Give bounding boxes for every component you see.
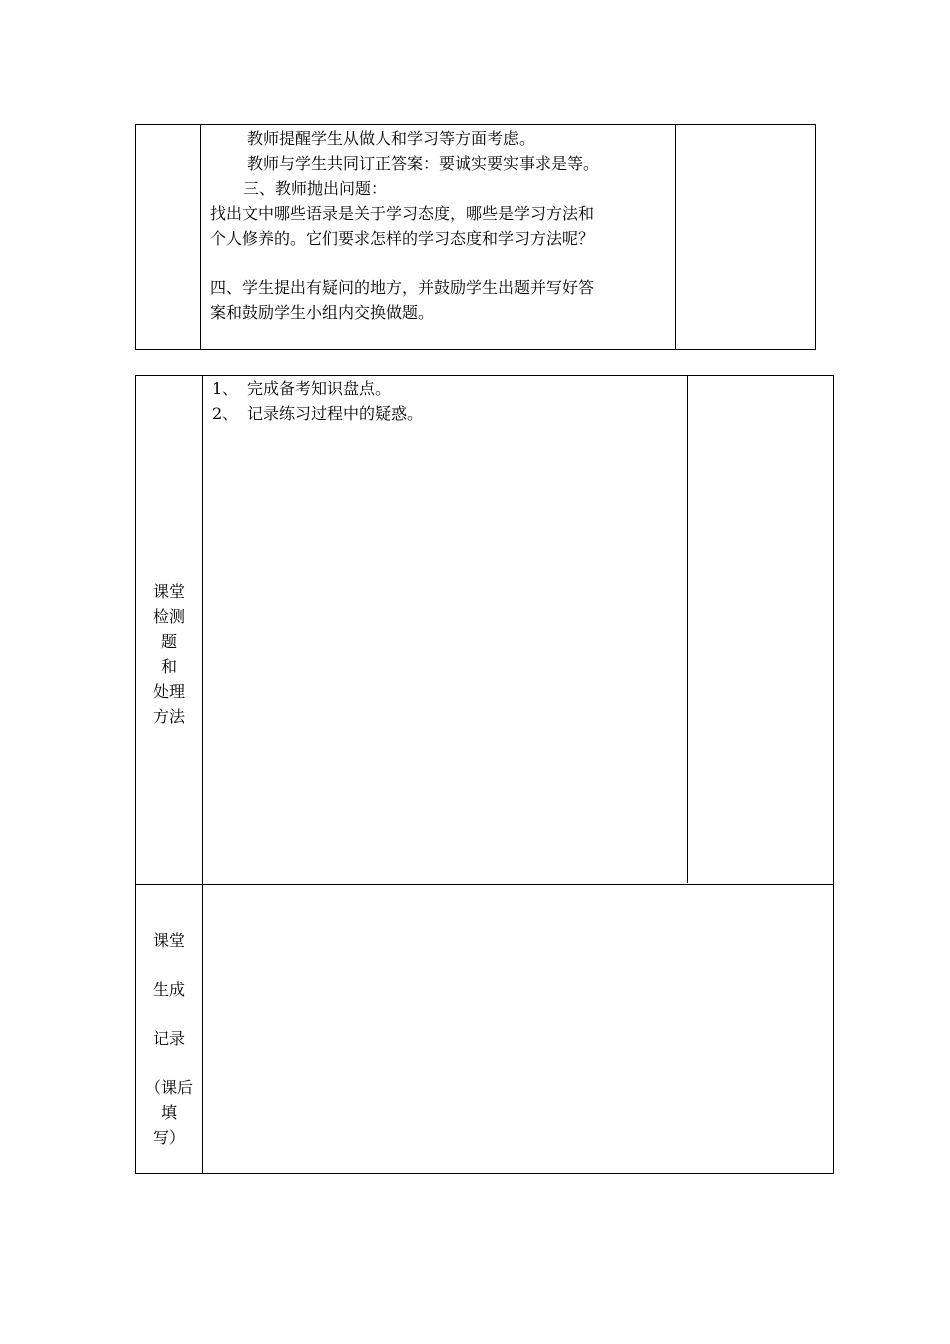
- label-line: 记录: [152, 1029, 185, 1048]
- column-divider: [687, 376, 688, 883]
- label-line: 写）: [152, 1128, 185, 1147]
- process-line-4: 找出文中哪些语录是关于学习态度，哪些是学习方法和: [210, 204, 595, 223]
- lesson-process-table: [135, 124, 816, 350]
- label-line: 生成: [152, 980, 185, 999]
- classroom-check-table: [135, 375, 834, 1174]
- process-line-1: 教师提醒学生从做人和学习等方面考虑。: [247, 129, 536, 148]
- column-divider: [200, 125, 201, 349]
- check-item-2-text: 记录练习过程中的疑惑。: [247, 404, 424, 423]
- label-line: 课堂: [152, 582, 185, 601]
- label-line: 填: [160, 1103, 177, 1122]
- process-line-7: 案和鼓励学生小组内交换做题。: [210, 303, 435, 322]
- label-line: 处理: [152, 682, 185, 701]
- label-line: 方法: [152, 707, 185, 726]
- record-content-cell[interactable]: [203, 885, 833, 1173]
- label-line: 和: [160, 657, 177, 676]
- process-line-6: 四、学生提出有疑问的地方，并鼓励学生出题并写好答: [210, 278, 595, 297]
- label-line: 题: [160, 632, 177, 651]
- label-line: 课堂: [152, 931, 185, 950]
- label-line: （课后: [144, 1078, 193, 1097]
- column-divider: [675, 125, 676, 349]
- check-item-1-number: 1、: [212, 379, 239, 398]
- process-line-3: 三、教师抛出问题：: [243, 179, 388, 198]
- record-row-label: [136, 928, 202, 1150]
- check-item-2-number: 2、: [212, 404, 239, 423]
- check-item-1-text: 完成备考知识盘点。: [247, 379, 392, 398]
- check-row-label: [136, 579, 202, 729]
- process-line-2: 教师与学生共同订正答案：要诚实要实事求是等。: [247, 154, 600, 173]
- label-line: 检测: [152, 607, 185, 626]
- process-line-5: 个人修养的。它们要求怎样的学习态度和学习方法呢？: [210, 229, 595, 248]
